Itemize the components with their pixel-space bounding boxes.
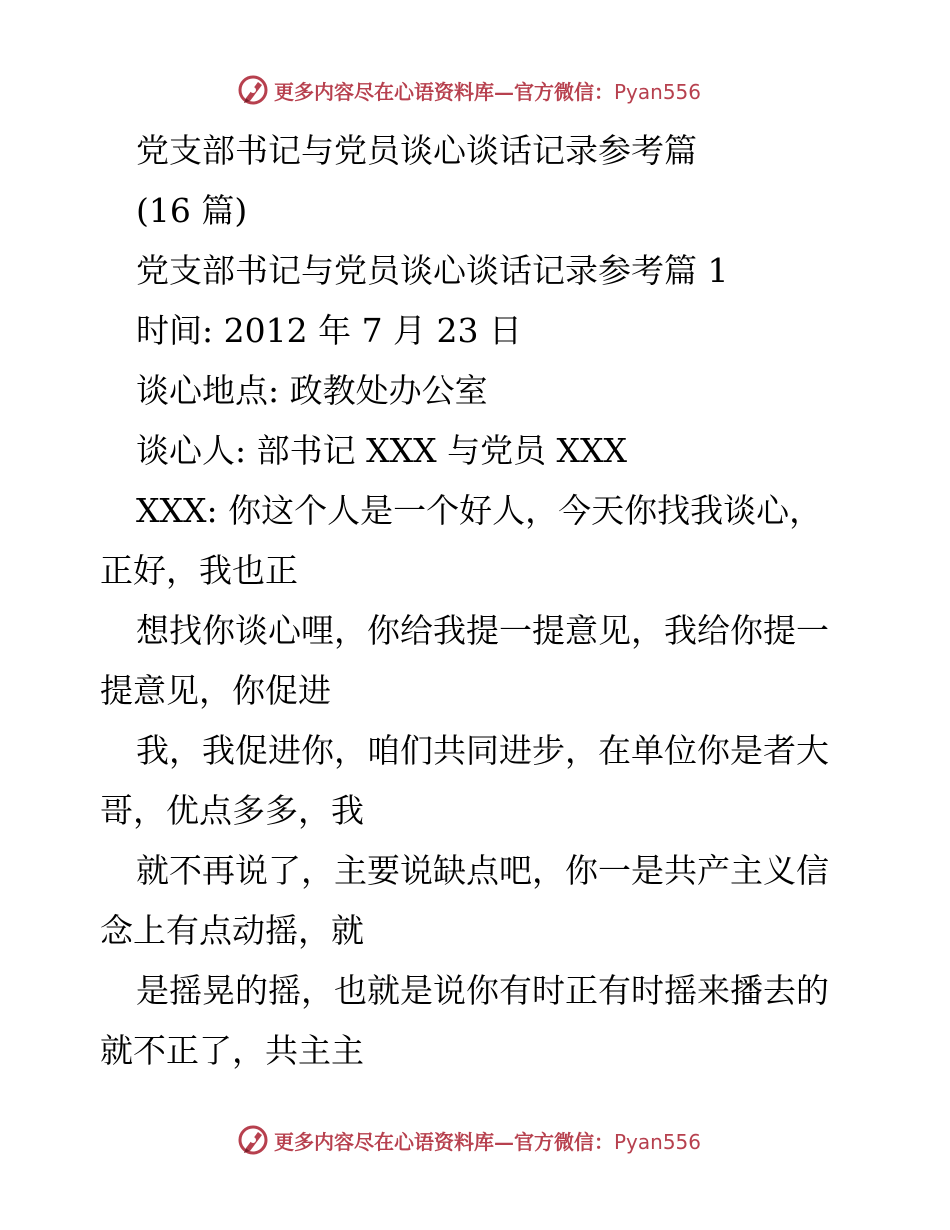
document-body [100, 121, 860, 1081]
document-line: 是摇晃的摇，也就是说你有时正有时摇来播去的 [136, 971, 829, 1010]
document-line: 就不正了，共主主 [100, 1031, 364, 1070]
watermark-text: 更多内容尽在心语资料库—官方微信：Pyan556 [274, 79, 702, 104]
document-line: 谈心地点: 政教处办公室 [136, 371, 488, 410]
document-line: 就不再说了，主要说缺点吧，你一是共产主义信 [136, 851, 829, 890]
document-line: (16 篇) [136, 191, 248, 230]
document-line: 念上有点动摇，就 [100, 911, 364, 950]
document-line: 提意见，你促进 [100, 671, 331, 710]
document-line: XXX: 你这个人是一个好人，今天你找我谈心， [136, 491, 823, 530]
document-line: 想找你谈心哩，你给我提一提意见，我给你提一 [136, 611, 829, 650]
watermark-wechat-id: Pyan556 [614, 1129, 702, 1154]
document-line: 我，我促进你，咱们共同进步，在单位你是者大 [136, 731, 829, 770]
document-line: 正好，我也正 [100, 551, 298, 590]
document-line: 哥，优点多多，我 [100, 791, 364, 830]
document-line: 谈心人: 部书记 XXX 与党员 XXX [136, 431, 628, 470]
document-line: 党支部书记与党员谈心谈话记录参考篇 1 [136, 251, 729, 290]
document-line: 党支部书记与党员谈心谈话记录参考篇 [136, 131, 697, 170]
pen-logo-icon [236, 73, 270, 107]
pen-logo-icon [236, 1123, 270, 1157]
document-line: 时间: 2012 年 7 月 23 日 [136, 311, 523, 350]
footer-watermark [236, 1120, 701, 1160]
header-watermark [236, 70, 701, 110]
watermark-text: 更多内容尽在心语资料库—官方微信：Pyan556 [274, 1129, 702, 1154]
watermark-wechat-id: Pyan556 [614, 79, 702, 104]
